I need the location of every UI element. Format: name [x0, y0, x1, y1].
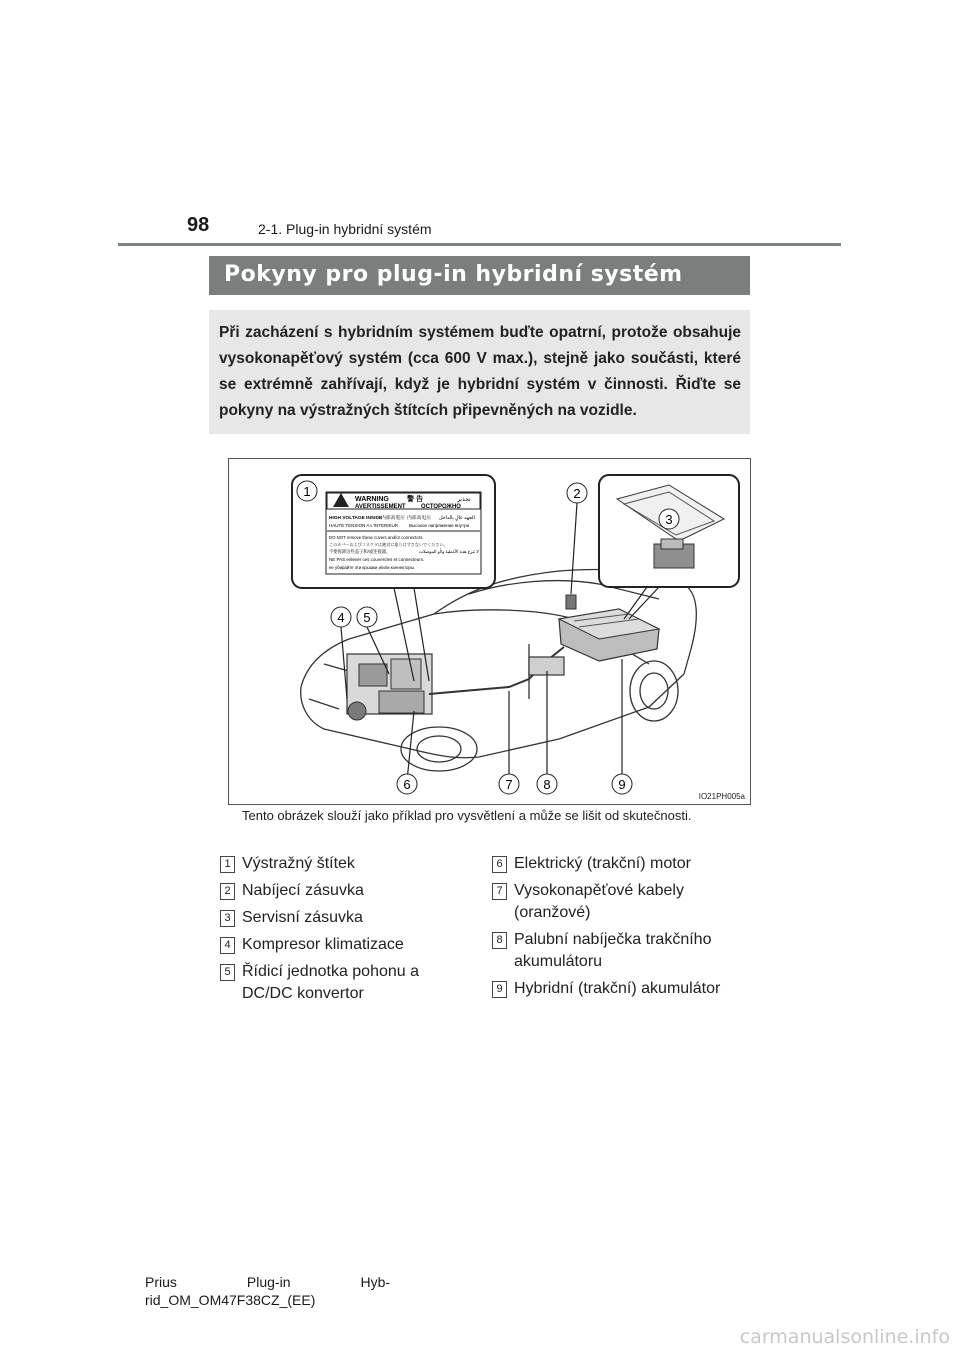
legend-text: Řídicí jednotka pohonu a DC/DC konvertor	[242, 963, 420, 1002]
intro-box	[209, 310, 750, 434]
warning-label-text-3: تحذير	[457, 497, 471, 503]
warning-label-text-16: NE PAS enlever ces couvercles et connecteurs.	[329, 557, 425, 562]
warning-label-text-14: 不要拆卸这些盖子和/或连接器。	[329, 549, 391, 554]
warning-label-text-12: DO NOT remove these covers and/or connectors.	[329, 535, 424, 540]
legend-text: Servisní zásuvka	[242, 909, 363, 926]
warning-label-text-4: AVERTISSEMENT	[355, 504, 406, 510]
legend-item	[220, 853, 480, 875]
legend-number: 3	[220, 910, 235, 927]
page-title: Pokyny pro plug-in hybridní systém	[224, 262, 683, 287]
warning-label-text-11: Высокое напряжение внутри	[409, 523, 470, 528]
legend-list-right	[492, 853, 752, 1005]
legend-item	[220, 961, 432, 1005]
warning-label-text-15: لا تنزع هذه الأغطية و/أو الموصلات	[419, 549, 479, 554]
warning-label-text-8: 内部高电压	[407, 516, 431, 521]
legend-number: 8	[492, 932, 507, 949]
legend-item	[492, 853, 752, 875]
header-rule	[118, 243, 841, 246]
legend-number: 7	[492, 883, 507, 900]
legend-text: Hybridní (trakční) akumulátor	[514, 980, 721, 997]
intro-text: Při zacházení s hybridním systémem buďte opatrní, protože obsahuje vysokonapěťový systém (cca 600 V max.), stejně jako součásti, které se extrémně zahřívají, když je hybridní systém v činnosti. Řiďte se pokyny na výstražných štítcích připevněných na vozidle.	[219, 324, 741, 419]
warning-label-text-9: الجهد عالٍ بالداخل	[439, 516, 475, 521]
legend-item	[220, 934, 480, 956]
legend-item	[492, 978, 752, 1000]
vehicle-diagram	[229, 459, 750, 804]
legend-list-left	[220, 853, 480, 1010]
legend-text: Výstražný štítek	[242, 855, 355, 872]
charging-inlet	[566, 595, 576, 609]
legend-number: 9	[492, 981, 507, 998]
legend-number: 6	[492, 856, 507, 873]
page-number: 98	[187, 214, 210, 236]
legend-item	[220, 880, 480, 902]
callout-number: 5	[363, 610, 371, 625]
callout-number: 7	[505, 777, 513, 792]
warning-label-text-6: HIGH VOLTAGE INSIDE	[329, 516, 383, 521]
section-title: 2-1. Plug-in hybridní systém	[258, 221, 432, 237]
vehicle-illustration	[228, 458, 751, 805]
warning-label-text-2: 警 告	[407, 496, 423, 503]
legend-text: Palubní nabíječka trakčního akumulátoru	[514, 931, 712, 970]
warning-label-inset	[292, 475, 495, 588]
callout-number: 6	[403, 777, 411, 792]
hybrid-battery	[559, 609, 659, 661]
engine-compartment	[347, 654, 432, 720]
footer-code: rid_OM_OM47F38CZ_(EE)	[145, 1292, 316, 1308]
legend-text: Elektrický (trakční) motor	[514, 855, 691, 872]
legend-number: 4	[220, 937, 235, 954]
callout-number: 8	[543, 777, 551, 792]
warning-label-text-5: ОСТОРОЖНО	[421, 504, 461, 510]
callout-number: 2	[573, 486, 581, 501]
callout-number: 4	[337, 610, 345, 625]
legend-number: 1	[220, 856, 235, 873]
legend-number: 5	[220, 964, 235, 981]
callout-number: 1	[303, 484, 311, 499]
legend-item	[220, 907, 480, 929]
warning-label-text-13: このカバーおよびコネクタは絶対に取りはずさないでください。	[329, 542, 448, 547]
callout-number: 3	[665, 512, 673, 527]
legend-text: Nabíjecí zásuvka	[242, 882, 364, 899]
footer-model: Prius Plug-in Hyb-	[145, 1274, 391, 1290]
legend-text: Kompresor klimatizace	[242, 936, 404, 953]
callout-number: 9	[618, 777, 626, 792]
watermark: carmanualsonline.info	[739, 1326, 950, 1348]
title-bar	[209, 256, 750, 295]
legend-text: Vysokonapěťové kabely (oranžové)	[514, 882, 684, 921]
warning-label-text-17: не убирайте эти крышки и/или коннекторы.	[329, 565, 416, 570]
legend-item	[492, 929, 734, 973]
service-plug-inset	[599, 475, 739, 587]
warning-label-text-1: WARNING	[355, 496, 389, 503]
warning-label-text-10: HAUTE TENSION A L'INTERIEUR	[329, 523, 399, 528]
figure-caption: Tento obrázek slouží jako příklad pro vysvětlení a může se lišit od skutečnosti.	[242, 808, 692, 823]
legend-item	[492, 880, 714, 924]
figure-code: IO21PH005a	[698, 792, 745, 801]
warning-label-text-7: 内部高電圧	[381, 516, 405, 521]
legend-number: 2	[220, 883, 235, 900]
